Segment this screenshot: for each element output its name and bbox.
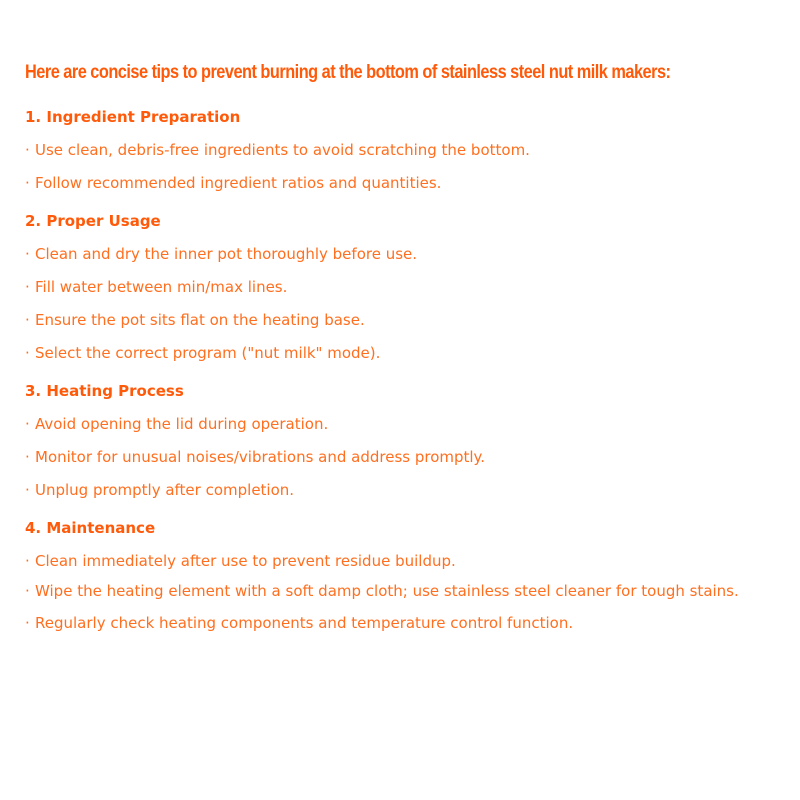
bullet-dot-icon: · [25, 174, 30, 192]
list-item [25, 413, 790, 435]
list-item [25, 550, 790, 572]
bullet-dot-icon: · [25, 552, 30, 570]
list-item-text: Follow recommended ingredient ratios and quantities. [35, 174, 442, 192]
section-heading: 2. Proper Usage [25, 212, 161, 230]
bullet-dot-icon: · [25, 278, 30, 296]
bullet-dot-icon: · [25, 311, 30, 329]
list-item-text: Clean immediately after use to prevent residue buildup. [35, 552, 456, 570]
list-item [25, 583, 790, 599]
list-item [25, 172, 790, 194]
list-item-text: Select the correct program ("nut milk" mode). [35, 344, 381, 362]
document-page [25, 58, 790, 645]
list-item [25, 446, 790, 468]
list-item [25, 243, 790, 265]
list-item-text: Clean and dry the inner pot thoroughly before use. [35, 245, 418, 263]
bullet-dot-icon: · [25, 245, 30, 263]
list-item [25, 276, 790, 298]
list-item [25, 612, 790, 634]
bullet-dot-icon: · [25, 415, 30, 433]
bullet-dot-icon: · [25, 582, 30, 600]
section-heading: 3. Heating Process [25, 382, 184, 400]
list-item [25, 342, 790, 364]
list-item-text: Ensure the pot sits flat on the heating base. [35, 311, 365, 329]
section-heading: 1. Ingredient Preparation [25, 108, 241, 126]
section-maintenance [25, 517, 790, 634]
document-title: Here are concise tips to prevent burning at the bottom of stainless steel nut milk makers: [25, 62, 671, 83]
section-heading: 4. Maintenance [25, 519, 156, 537]
bullet-dot-icon: · [25, 344, 30, 362]
bullet-dot-icon: · [25, 448, 30, 466]
list-item [25, 309, 790, 331]
list-item-text: Regularly check heating components and temperature control function. [35, 614, 574, 632]
list-item [25, 139, 790, 161]
list-item-text: Wipe the heating element with a soft damp cloth; use stainless steel cleaner for tough stains. [35, 582, 739, 600]
list-item-text: Fill water between min/max lines. [35, 278, 288, 296]
bullet-dot-icon: · [25, 614, 30, 632]
list-item-text: Avoid opening the lid during operation. [35, 415, 329, 433]
section-heating-process [25, 380, 790, 501]
bullet-dot-icon: · [25, 141, 30, 159]
list-item [25, 479, 790, 501]
bullet-dot-icon: · [25, 481, 30, 499]
list-item-text: Monitor for unusual noises/vibrations and address promptly. [35, 448, 486, 466]
section-proper-usage [25, 210, 790, 364]
list-item-text: Unplug promptly after completion. [35, 481, 295, 499]
list-item-text: Use clean, debris-free ingredients to avoid scratching the bottom. [35, 141, 530, 159]
section-ingredient-preparation [25, 106, 790, 194]
